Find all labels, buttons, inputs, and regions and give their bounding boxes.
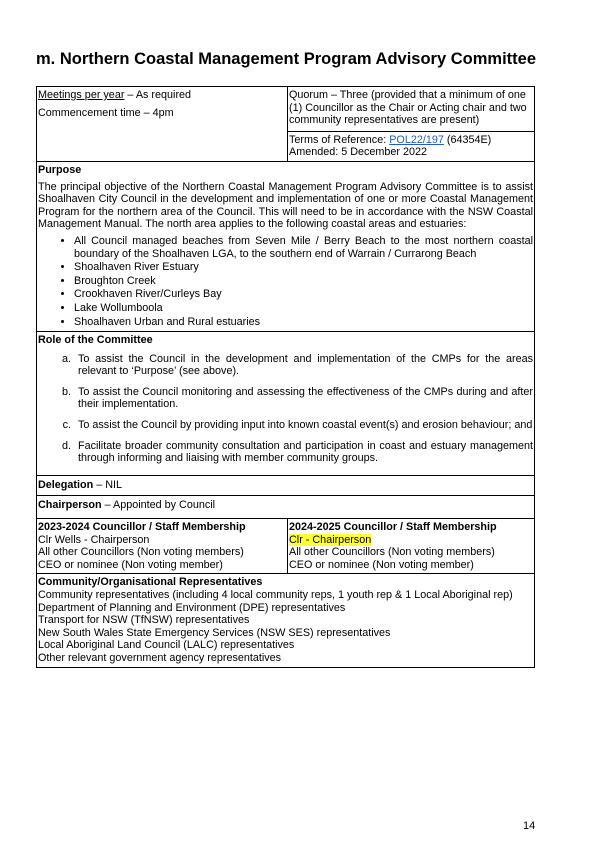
quorum-cell bbox=[288, 87, 534, 161]
terms-of-reference bbox=[288, 131, 534, 159]
delegation-label: Delegation bbox=[38, 478, 94, 491]
membership-line: CEO or nominee (Non voting member) bbox=[38, 558, 223, 571]
amended-date: Amended: 5 December 2022 bbox=[289, 146, 428, 159]
membership-2023-heading: 2023-2024 Councillor / Staff Membership bbox=[38, 521, 246, 534]
list-item: • Broughton Creek bbox=[74, 275, 533, 288]
chairperson-label: Chairperson bbox=[38, 499, 102, 512]
page-title: m. Northern Coastal Management Program Advisory Committee bbox=[36, 50, 536, 68]
purpose-bullet-list bbox=[38, 235, 533, 328]
membership-line: Clr Wells - Chairperson bbox=[38, 533, 150, 546]
quorum-text: Quorum – Three (provided that a minimum of one (1) Councillor as the Chair or Acting chair and two community representatives are present) bbox=[289, 89, 527, 127]
list-item: • All Council managed beaches from Seven Mile / Berry Beach to the most northern coastal boundary of the Shoalhaven LGA, to the southern end of Warrain / Currarong Beach bbox=[74, 235, 533, 260]
role-list bbox=[38, 353, 533, 465]
meetings-per-year bbox=[38, 89, 286, 102]
delegation-row bbox=[36, 476, 535, 497]
role-row bbox=[36, 332, 535, 476]
list-item: a. To assist the Council in the development and implementation of the CMPs for the areas relevant to ‘Purpose’ (see above). bbox=[74, 353, 533, 378]
role-heading: Role of the Committee bbox=[38, 334, 153, 347]
community-line: Local Aboriginal Land Council (LALC) representatives bbox=[38, 639, 295, 652]
list-item: • Shoalhaven River Estuary bbox=[74, 261, 533, 274]
purpose-text: The principal objective of the Northern Coastal Management Program Advisory Committee is to assist Shoalhaven City Council in the development and implementation of one or more Coastal Management Program for the northern area of the Council. This will need to be in accordance with the NSW Coastal Management Manual. The north area applies to the following coastal areas and estuaries: bbox=[38, 180, 533, 231]
membership-line: All other Councillors (Non voting members) bbox=[289, 546, 495, 559]
membership-2024-cell bbox=[288, 519, 534, 573]
membership-2024-heading: 2024-2025 Councillor / Staff Membership bbox=[289, 521, 497, 534]
membership-line: CEO or nominee (Non voting member) bbox=[289, 558, 474, 571]
membership-row bbox=[36, 519, 535, 574]
community-line: Community representatives (including 4 local community reps, 1 youth rep & 1 Local Aboriginal rep) bbox=[38, 589, 513, 601]
membership-line: All other Councillors (Non voting members) bbox=[38, 546, 244, 559]
list-item: b. To assist the Council monitoring and assessing the effectiveness of the CMPs during and after their implementation. bbox=[74, 386, 533, 411]
meeting-info-cell bbox=[37, 87, 288, 161]
commencement-time: Commencement time – 4pm bbox=[38, 106, 174, 119]
community-heading: Community/Organisational Representatives bbox=[38, 576, 263, 589]
purpose-heading: Purpose bbox=[38, 163, 82, 176]
community-line: Transport for NSW (TfNSW) representatives bbox=[38, 614, 250, 627]
purpose-row bbox=[36, 162, 535, 332]
list-item: d. Facilitate broader community consultation and participation in coast and estuary management through informing and liaising with member community groups. bbox=[74, 440, 533, 465]
meetings-value: – As required bbox=[124, 89, 192, 101]
membership-2023-cell bbox=[37, 519, 288, 573]
terms-prefix: Terms of Reference: bbox=[289, 133, 390, 146]
chair-highlighted: Clr - Chairperson bbox=[289, 533, 372, 546]
community-row bbox=[36, 574, 535, 667]
page-number: 14 bbox=[523, 820, 536, 832]
meeting-info-row bbox=[36, 86, 535, 162]
list-item: c. To assist the Council by providing input into known coastal event(s) and erosion behaviour; and bbox=[74, 419, 533, 432]
community-line: Department of Planning and Environment (DPE) representatives bbox=[38, 601, 346, 614]
terms-suffix: (64354E) bbox=[443, 133, 492, 146]
list-item: • Lake Wollumboola bbox=[74, 302, 533, 315]
community-line: Other relevant government agency representatives bbox=[38, 651, 282, 664]
terms-link[interactable]: POL22/197 bbox=[389, 133, 444, 146]
chairperson-value: – Appointed by Council bbox=[101, 499, 216, 512]
list-item: • Crookhaven River/Curleys Bay bbox=[74, 288, 533, 301]
list-item: • Shoalhaven Urban and Rural estuaries bbox=[74, 316, 533, 329]
committee-table bbox=[36, 86, 535, 668]
meetings-label: Meetings per year bbox=[38, 89, 125, 101]
chairperson-row bbox=[36, 496, 535, 519]
delegation-value: – NIL bbox=[93, 478, 123, 491]
community-line: New South Wales State Emergency Services (NSW SES) representatives bbox=[38, 626, 391, 639]
